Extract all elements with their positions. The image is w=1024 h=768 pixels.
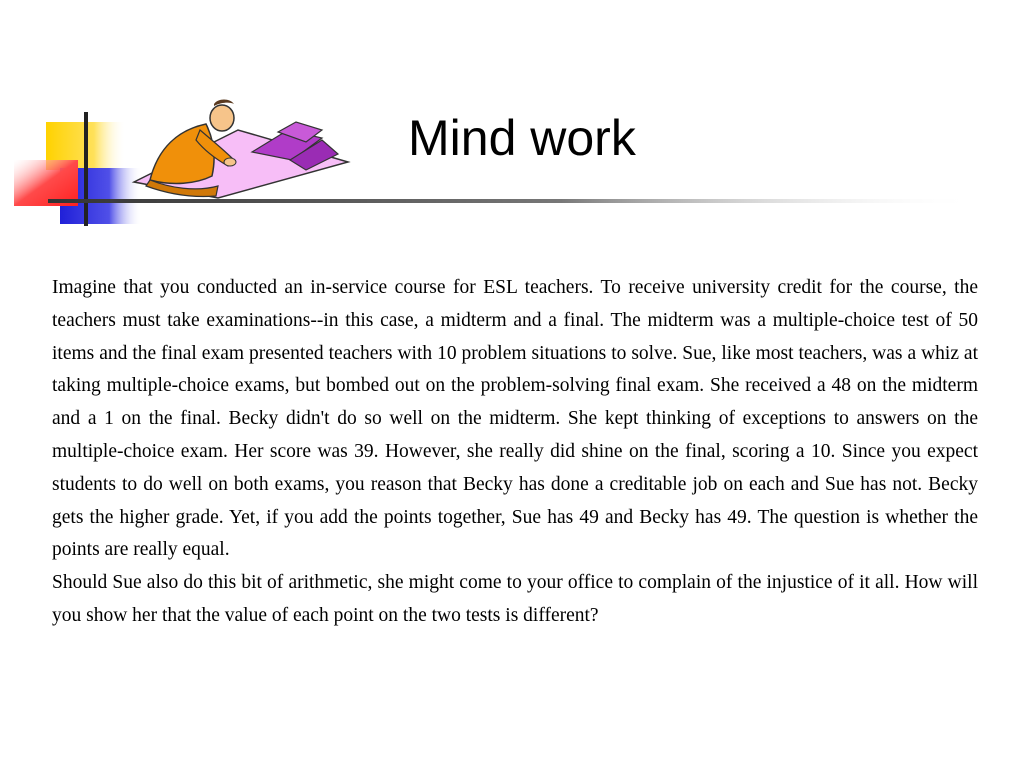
color-squares-decoration <box>14 112 142 226</box>
person-at-computer-clipart <box>134 100 348 199</box>
body-paragraph: Should Sue also do this bit of arithmetic, she might come to your office to complain of the injustice of it all. How will you show her that the value of each point on the two tests is different? <box>52 572 978 626</box>
slide-body <box>52 272 978 633</box>
slide-title: Mind work <box>408 110 636 166</box>
body-paragraph: Imagine that you conducted an in-service course for ESL teachers. To receive university credit for the course, the teachers must take examinations--in this case, a midterm and a final. The midterm was a multiple-choice test of 50 items and the final exam presented teachers with 10 problem situations to solve. Sue, like most teachers, was a whiz at taking multiple-choice exams, but bombed out on the problem-solving final exam. She received a 48 on the midterm and a 1 on the final. Becky didn't do so well on the midterm. She kept thinking of exceptions to answers on the multiple-choice exam. Her score was 39. However, she really did shine on the final, scoring a 10. Since you expect students to do well on both exams, you reason that Becky has done a creditable job on each and Sue has not. Becky gets the higher grade. Yet, if you add the points together, Sue has 49 and Becky has 49. The question is whether the points are really equal. <box>52 277 978 561</box>
title-rule <box>48 199 978 203</box>
